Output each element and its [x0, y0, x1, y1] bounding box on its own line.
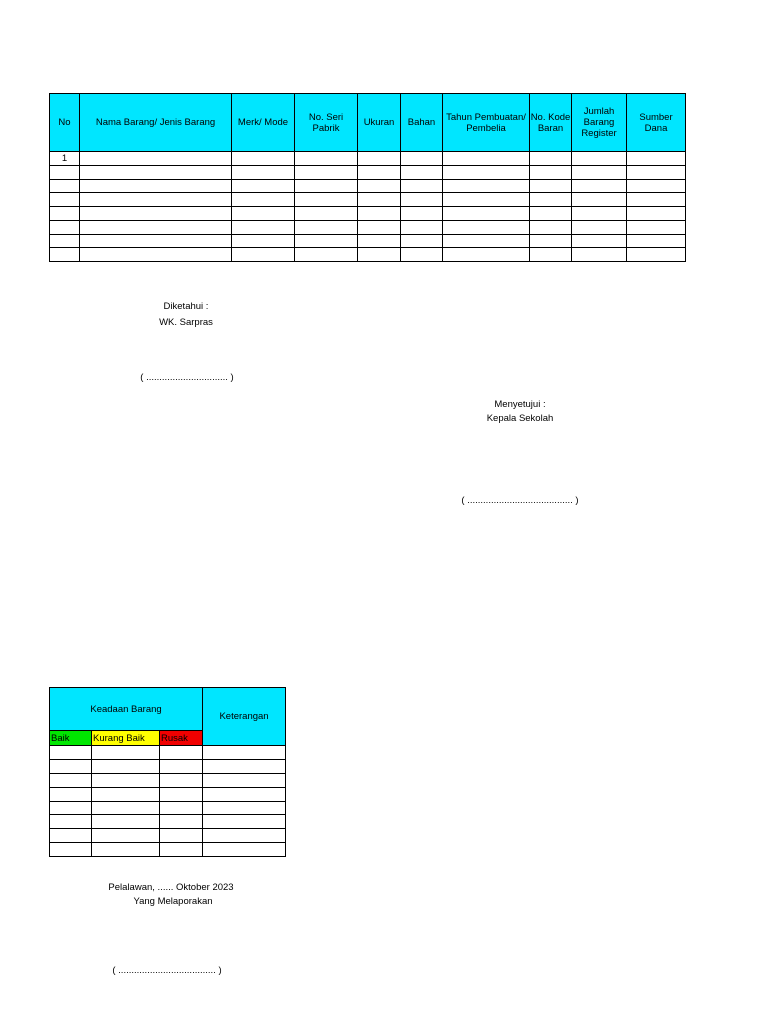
- cell-register-quantity: [572, 234, 627, 248]
- cell-fund-source: [627, 152, 686, 166]
- cell-no: [50, 220, 80, 234]
- cell-year: [443, 207, 530, 221]
- cell-no: 1: [50, 152, 80, 166]
- header-fund-source: Sumber Dana: [627, 94, 686, 152]
- cell-fair: [92, 787, 160, 801]
- cell-register-quantity: [572, 152, 627, 166]
- cell-serial-number: [295, 207, 358, 221]
- condition-row: [50, 759, 286, 773]
- condition-row: [50, 746, 286, 760]
- cell-fund-source: [627, 165, 686, 179]
- cell-year: [443, 165, 530, 179]
- cell-damaged: [160, 815, 203, 829]
- cell-brand-model: [232, 234, 295, 248]
- cell-item-code: [530, 234, 572, 248]
- cell-damaged: [160, 829, 203, 843]
- header-size: Ukuran: [358, 94, 401, 152]
- cell-good: [50, 759, 92, 773]
- cell-no: [50, 193, 80, 207]
- cell-material: [401, 248, 443, 262]
- cell-notes: [203, 746, 286, 760]
- cell-item-name: [80, 165, 232, 179]
- inventory-row: [50, 165, 686, 179]
- cell-year: [443, 179, 530, 193]
- condition-row: [50, 773, 286, 787]
- cell-notes: [203, 787, 286, 801]
- cell-serial-number: [295, 152, 358, 166]
- header-brand-model: Merk/ Mode: [232, 94, 295, 152]
- cell-notes: [203, 773, 286, 787]
- cell-serial-number: [295, 165, 358, 179]
- cell-good: [50, 829, 92, 843]
- cell-year: [443, 248, 530, 262]
- cell-size: [358, 152, 401, 166]
- condition-row: [50, 843, 286, 857]
- cell-item-code: [530, 220, 572, 234]
- cell-year: [443, 152, 530, 166]
- inventory-row: [50, 220, 686, 234]
- cell-fair: [92, 829, 160, 843]
- cell-notes: [203, 815, 286, 829]
- acknowledged-label: Diketahui :: [163, 301, 209, 312]
- cell-damaged: [160, 759, 203, 773]
- header-material: Bahan: [401, 94, 443, 152]
- cell-material: [401, 165, 443, 179]
- cell-damaged: [160, 843, 203, 857]
- cell-good: [50, 815, 92, 829]
- cell-damaged: [160, 787, 203, 801]
- cell-fund-source: [627, 220, 686, 234]
- cell-year: [443, 234, 530, 248]
- approved-label: Menyetujui :: [494, 399, 546, 410]
- cell-size: [358, 234, 401, 248]
- cell-brand-model: [232, 152, 295, 166]
- cell-material: [401, 234, 443, 248]
- condition-header-row: [50, 688, 286, 731]
- cell-good: [50, 746, 92, 760]
- cell-size: [358, 179, 401, 193]
- cell-item-name: [80, 179, 232, 193]
- cell-serial-number: [295, 193, 358, 207]
- condition-table-body: [50, 746, 286, 857]
- inventory-row: [50, 179, 686, 193]
- cell-item-code: [530, 152, 572, 166]
- header-serial-number: No. Seri Pabrik: [295, 94, 358, 152]
- cell-fair: [92, 759, 160, 773]
- cell-notes: [203, 759, 286, 773]
- cell-notes: [203, 801, 286, 815]
- condition-row: [50, 801, 286, 815]
- cell-serial-number: [295, 179, 358, 193]
- cell-good: [50, 773, 92, 787]
- cell-notes: [203, 843, 286, 857]
- cell-item-code: [530, 207, 572, 221]
- inventory-row: [50, 193, 686, 207]
- cell-register-quantity: [572, 220, 627, 234]
- cell-good: [50, 787, 92, 801]
- cell-size: [358, 220, 401, 234]
- cell-brand-model: [232, 248, 295, 262]
- cell-serial-number: [295, 248, 358, 262]
- condition-good-header: Baik: [50, 731, 92, 746]
- cell-brand-model: [232, 165, 295, 179]
- cell-item-name: [80, 248, 232, 262]
- cell-brand-model: [232, 193, 295, 207]
- cell-notes: [203, 829, 286, 843]
- cell-item-name: [80, 234, 232, 248]
- inventory-row: [50, 234, 686, 248]
- cell-fund-source: [627, 193, 686, 207]
- cell-no: [50, 248, 80, 262]
- cell-material: [401, 193, 443, 207]
- cell-register-quantity: [572, 193, 627, 207]
- cell-register-quantity: [572, 165, 627, 179]
- cell-brand-model: [232, 207, 295, 221]
- cell-fair: [92, 746, 160, 760]
- acknowledged-signature-line: ( ............................... ): [140, 372, 234, 383]
- cell-item-name: [80, 220, 232, 234]
- cell-fund-source: [627, 207, 686, 221]
- condition-table-header: [50, 688, 286, 746]
- reporter-signature-line: ( ..................................... ): [112, 965, 222, 976]
- cell-size: [358, 193, 401, 207]
- cell-fair: [92, 843, 160, 857]
- inventory-header-row: [50, 94, 686, 152]
- cell-size: [358, 165, 401, 179]
- cell-fair: [92, 815, 160, 829]
- header-item-name: Nama Barang/ Jenis Barang: [80, 94, 232, 152]
- header-no: No: [50, 94, 80, 152]
- acknowledged-role: WK. Sarpras: [159, 317, 213, 328]
- inventory-table-body: [50, 152, 686, 262]
- cell-damaged: [160, 746, 203, 760]
- cell-item-code: [530, 193, 572, 207]
- inventory-row: [50, 152, 686, 166]
- cell-item-name: [80, 152, 232, 166]
- cell-year: [443, 193, 530, 207]
- condition-row: [50, 829, 286, 843]
- cell-fund-source: [627, 179, 686, 193]
- cell-damaged: [160, 801, 203, 815]
- header-item-code: No. Kode Baran: [530, 94, 572, 152]
- cell-item-code: [530, 179, 572, 193]
- condition-fair-header: Kurang Baik: [92, 731, 160, 746]
- cell-item-name: [80, 207, 232, 221]
- cell-size: [358, 248, 401, 262]
- inventory-table: [49, 93, 686, 262]
- cell-size: [358, 207, 401, 221]
- inventory-table-header: [50, 94, 686, 152]
- cell-material: [401, 220, 443, 234]
- cell-material: [401, 207, 443, 221]
- cell-fund-source: [627, 248, 686, 262]
- cell-item-code: [530, 165, 572, 179]
- cell-item-code: [530, 248, 572, 262]
- cell-item-name: [80, 193, 232, 207]
- cell-no: [50, 179, 80, 193]
- cell-brand-model: [232, 179, 295, 193]
- inventory-row: [50, 248, 686, 262]
- header-year: Tahun Pembuatan/ Pembelia: [443, 94, 530, 152]
- inventory-row: [50, 207, 686, 221]
- cell-fair: [92, 773, 160, 787]
- approved-role: Kepala Sekolah: [486, 413, 554, 424]
- condition-damaged-header: Rusak: [160, 731, 203, 746]
- cell-register-quantity: [572, 248, 627, 262]
- condition-row: [50, 787, 286, 801]
- cell-register-quantity: [572, 207, 627, 221]
- cell-year: [443, 220, 530, 234]
- cell-no: [50, 165, 80, 179]
- reporter-role: Yang Melaporakan: [133, 896, 213, 907]
- cell-material: [401, 179, 443, 193]
- cell-fair: [92, 801, 160, 815]
- report-place-date: Pelalawan, ...... Oktober 2023: [108, 882, 234, 893]
- cell-no: [50, 234, 80, 248]
- header-register-quantity: Jumlah Barang Register: [572, 94, 627, 152]
- condition-row: [50, 815, 286, 829]
- cell-damaged: [160, 773, 203, 787]
- cell-fund-source: [627, 234, 686, 248]
- condition-table: [49, 687, 286, 857]
- cell-good: [50, 801, 92, 815]
- cell-register-quantity: [572, 179, 627, 193]
- approved-signature-line: ( ........................................ ): [461, 495, 579, 506]
- cell-brand-model: [232, 220, 295, 234]
- cell-material: [401, 152, 443, 166]
- notes-header: Keterangan: [203, 688, 286, 746]
- cell-no: [50, 207, 80, 221]
- condition-header: Keadaan Barang: [50, 688, 203, 731]
- cell-serial-number: [295, 220, 358, 234]
- cell-good: [50, 843, 92, 857]
- cell-serial-number: [295, 234, 358, 248]
